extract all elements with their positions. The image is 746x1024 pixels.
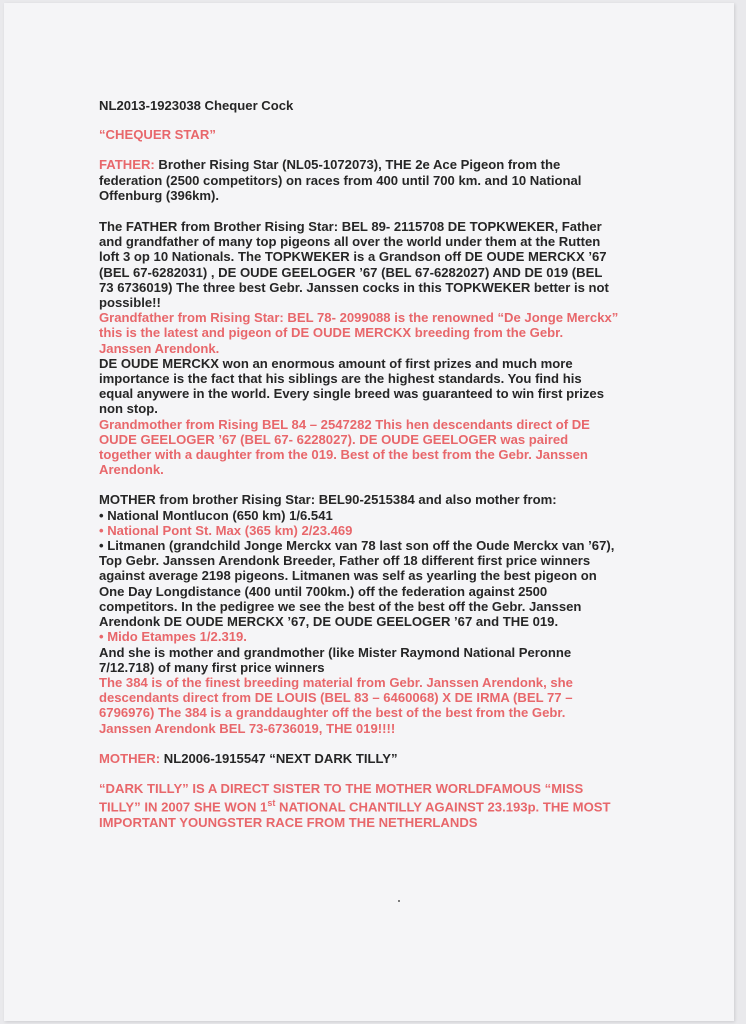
document-page: [4, 3, 734, 1021]
grandfather-paragraph: Grandfather from Rising Star: BEL 78- 2099088 is the renowned “De Jonge Merckx” this is the latest and pigeon of DE OUDE MERCKX breeding from the Gebr. Janssen Arendonk.: [99, 310, 619, 356]
mother-grandmother-paragraph: And she is mother and grandmother (like Mister Raymond National Peronne 7/12.718) of many first price winners: [99, 644, 572, 675]
the-384-paragraph: The 384 is of the finest breeding material from Gebr. Janssen Arendonk, she descendants direct from DE LOUIS (BEL 83 – 6460068) X DE IRMA (BEL 77 – 6796976) The 384 is a granddaughter off the best of the best from the Gebr. Janssen Arendonk BEL 73-6736019, THE 019!!!!: [99, 674, 573, 736]
dark-tilly-text-after: NATIONAL CHANTILLY AGAINST 23.193p. THE MOST IMPORTANT YOUNGSTER RACE FROM THE NETHERLANDS: [99, 799, 611, 830]
mother-text: NL2006-1915547 “NEXT DARK TILLY”: [163, 750, 398, 766]
father-text: Brother Rising Star (NL05-1072073), THE 2e Ace Pigeon from the federation (2500 competitors) on races from 400 until 700 km. and 10 National Offenburg (396km).: [99, 157, 582, 203]
oude-merckx-paragraph: DE OUDE MERCKX won an enormous amount of first prizes and much more importance is the fact that his siblings are the highest standards. You find his equal anywere in the world. Every single breed was guaranteed to win first prizes non stop.: [99, 355, 604, 417]
dark-tilly-text-before: “DARK TILLY” IS A DIRECT SISTER TO THE MOTHER WORLDFAMOUS “MISS TILLY” IN 2007 SHE WON 1: [99, 780, 584, 815]
scan-speck: [398, 900, 400, 902]
list-item-litmanen: • Litmanen (grandchild Jonge Merckx van 78 last son off the Oude Merckx van ’67), Top Gebr. Janssen Arendonk Breeder, Father off 18 different first price winners against average 2198 pigeons. Litmanen was self as yearling the best pigeon on One Day Longdistance (400 until 700km.) off the federation against 2500 competitors. In the pedigree we see the best of the best off the Gebr. Janssen Arendonk DE OUDE MERCKX ’67, DE OUDE GEELOGER ’67 and THE 019.: [99, 538, 615, 630]
document-title: NL2013-1923038 Chequer Cock: [99, 98, 294, 113]
list-item-pont-st-max: • National Pont St. Max (365 km) 2/23.469: [99, 522, 353, 538]
dark-tilly-superscript: st: [267, 798, 276, 809]
document-body: [99, 98, 619, 830]
grandmother-paragraph: Grandmother from Rising BEL 84 – 2547282 This hen descendants direct of DE OUDE GEELOGER ’67 (BEL 67- 6228027). DE OUDE GEELOGER was paired together with a daughter from the 019. Best of the best from the Gebr. Janssen Arendonk.: [99, 416, 590, 478]
mother-paragraph: [99, 751, 619, 766]
dark-tilly-paragraph: [99, 781, 619, 830]
list-item-mido-etampes: • Mido Etampes 1/2.319.: [99, 629, 247, 645]
list-item-montlucon: • National Montlucon (650 km) 1/6.541: [99, 507, 333, 523]
pigeon-name: “CHEQUER STAR”: [99, 127, 216, 143]
mother-from-intro: MOTHER from brother Rising Star: BEL90-2515384 and also mother from:: [99, 492, 557, 508]
father-label: FATHER:: [99, 157, 155, 173]
father-paragraph: [99, 157, 619, 203]
mother-label: MOTHER:: [99, 750, 161, 766]
father-from-paragraph: The FATHER from Brother Rising Star: BEL 89- 2115708 DE TOPKWEKER, Father and grandfather of many top pigeons all over the world under them at the Rutten loft 3 op 10 Nationals. The TOPKWEKER is a Grandson off DE OUDE MERCKX ’67 (BEL 67-6282031) , DE OUDE GEELOGER ’67 (BEL 67-6282027) AND DE 019 (BEL 73 6736019) The three best Gebr. Janssen cocks in this TOPKWEKER better is not possible!!: [99, 219, 609, 311]
